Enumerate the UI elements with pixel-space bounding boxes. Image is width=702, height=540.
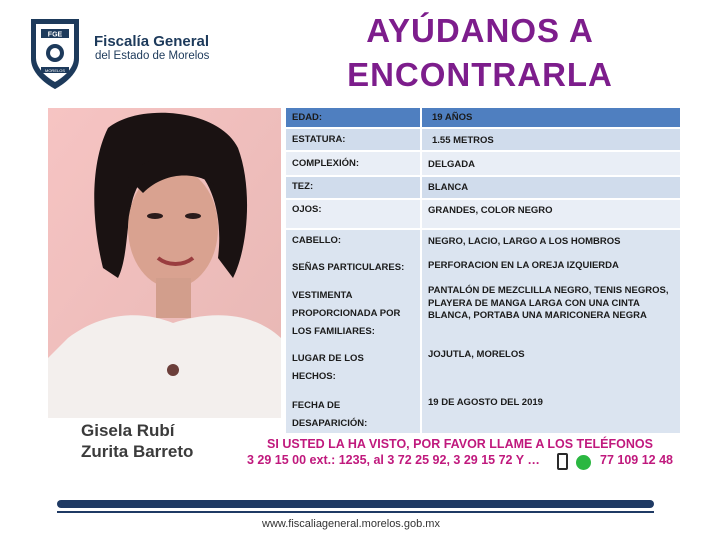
logo-state-text: MORELOS xyxy=(44,68,66,73)
whatsapp-icon xyxy=(576,455,591,470)
value-complexion: DELGADA xyxy=(428,159,475,170)
value-vestimenta: PANTALÓN DE MEZCLILLA NEGRO, TENIS NEGROS, PLAYERA DE MANGA LARGA CON UNA CINTA BLANCA, PORTABA UNA MARICONERA NEGRA xyxy=(428,285,669,321)
missing-person-photo xyxy=(48,108,281,418)
label-lugar: LUGAR DE LOS HECHOS: xyxy=(292,353,364,382)
logo-text: FGE xyxy=(47,31,63,39)
label-estatura: ESTATURA: xyxy=(292,134,346,145)
label-vestimenta: VESTIMENTA PROPORCIONADA POR LOS FAMILIARES: xyxy=(292,290,401,337)
value-estatura: 1.55 METROS xyxy=(432,135,494,146)
org-title: Fiscalía General xyxy=(94,33,210,50)
headline-line2: ENCONTRARLA xyxy=(347,56,613,93)
label-ojos: OJOS: xyxy=(292,204,322,215)
details-table xyxy=(286,108,680,433)
contact-phones: 3 29 15 00 ext.: 1235, al 3 72 25 92, 3 29 15 72 Y … xyxy=(247,453,540,467)
footer-divider-thick xyxy=(57,500,654,508)
mobile-phone-icon xyxy=(557,453,568,470)
person-name-line2: Zurita Barreto xyxy=(81,442,194,461)
headline-line1: AYÚDANOS A xyxy=(366,12,594,49)
label-fecha: FECHA DE DESAPARICIÓN: xyxy=(292,400,368,429)
value-tez: BLANCA xyxy=(428,182,469,193)
person-name-line1: Gisela Rubí xyxy=(81,421,175,440)
label-cabello: CABELLO: xyxy=(292,235,342,246)
value-cabello: NEGRO, LACIO, LARGO A LOS HOMBROS xyxy=(428,236,621,247)
value-ojos: GRANDES, COLOR NEGRO xyxy=(428,205,553,216)
contact-plea: SI USTED LA HA VISTO, POR FAVOR LLAME A LOS TELÉFONOS xyxy=(267,437,653,451)
value-lugar: JOJUTLA, MORELOS xyxy=(428,349,525,360)
footer-url[interactable]: www.fiscaliageneral.morelos.gob.mx xyxy=(262,518,440,530)
org-subtitle: del Estado de Morelos xyxy=(95,50,210,62)
value-senas: PERFORACION EN LA OREJA IZQUIERDA xyxy=(428,260,619,271)
label-complexion: COMPLEXIÓN: xyxy=(292,158,360,169)
footer-divider-thin xyxy=(57,511,654,513)
whatsapp-number: 77 109 12 48 xyxy=(600,453,673,467)
label-edad: EDAD: xyxy=(292,112,323,123)
value-edad: 19 AÑOS xyxy=(432,112,473,123)
label-senas: SEÑAS PARTICULARES: xyxy=(292,262,405,273)
fge-shield-logo xyxy=(27,15,83,91)
label-tez: TEZ: xyxy=(292,181,314,192)
value-fecha: 19 DE AGOSTO DEL 2019 xyxy=(428,397,543,408)
